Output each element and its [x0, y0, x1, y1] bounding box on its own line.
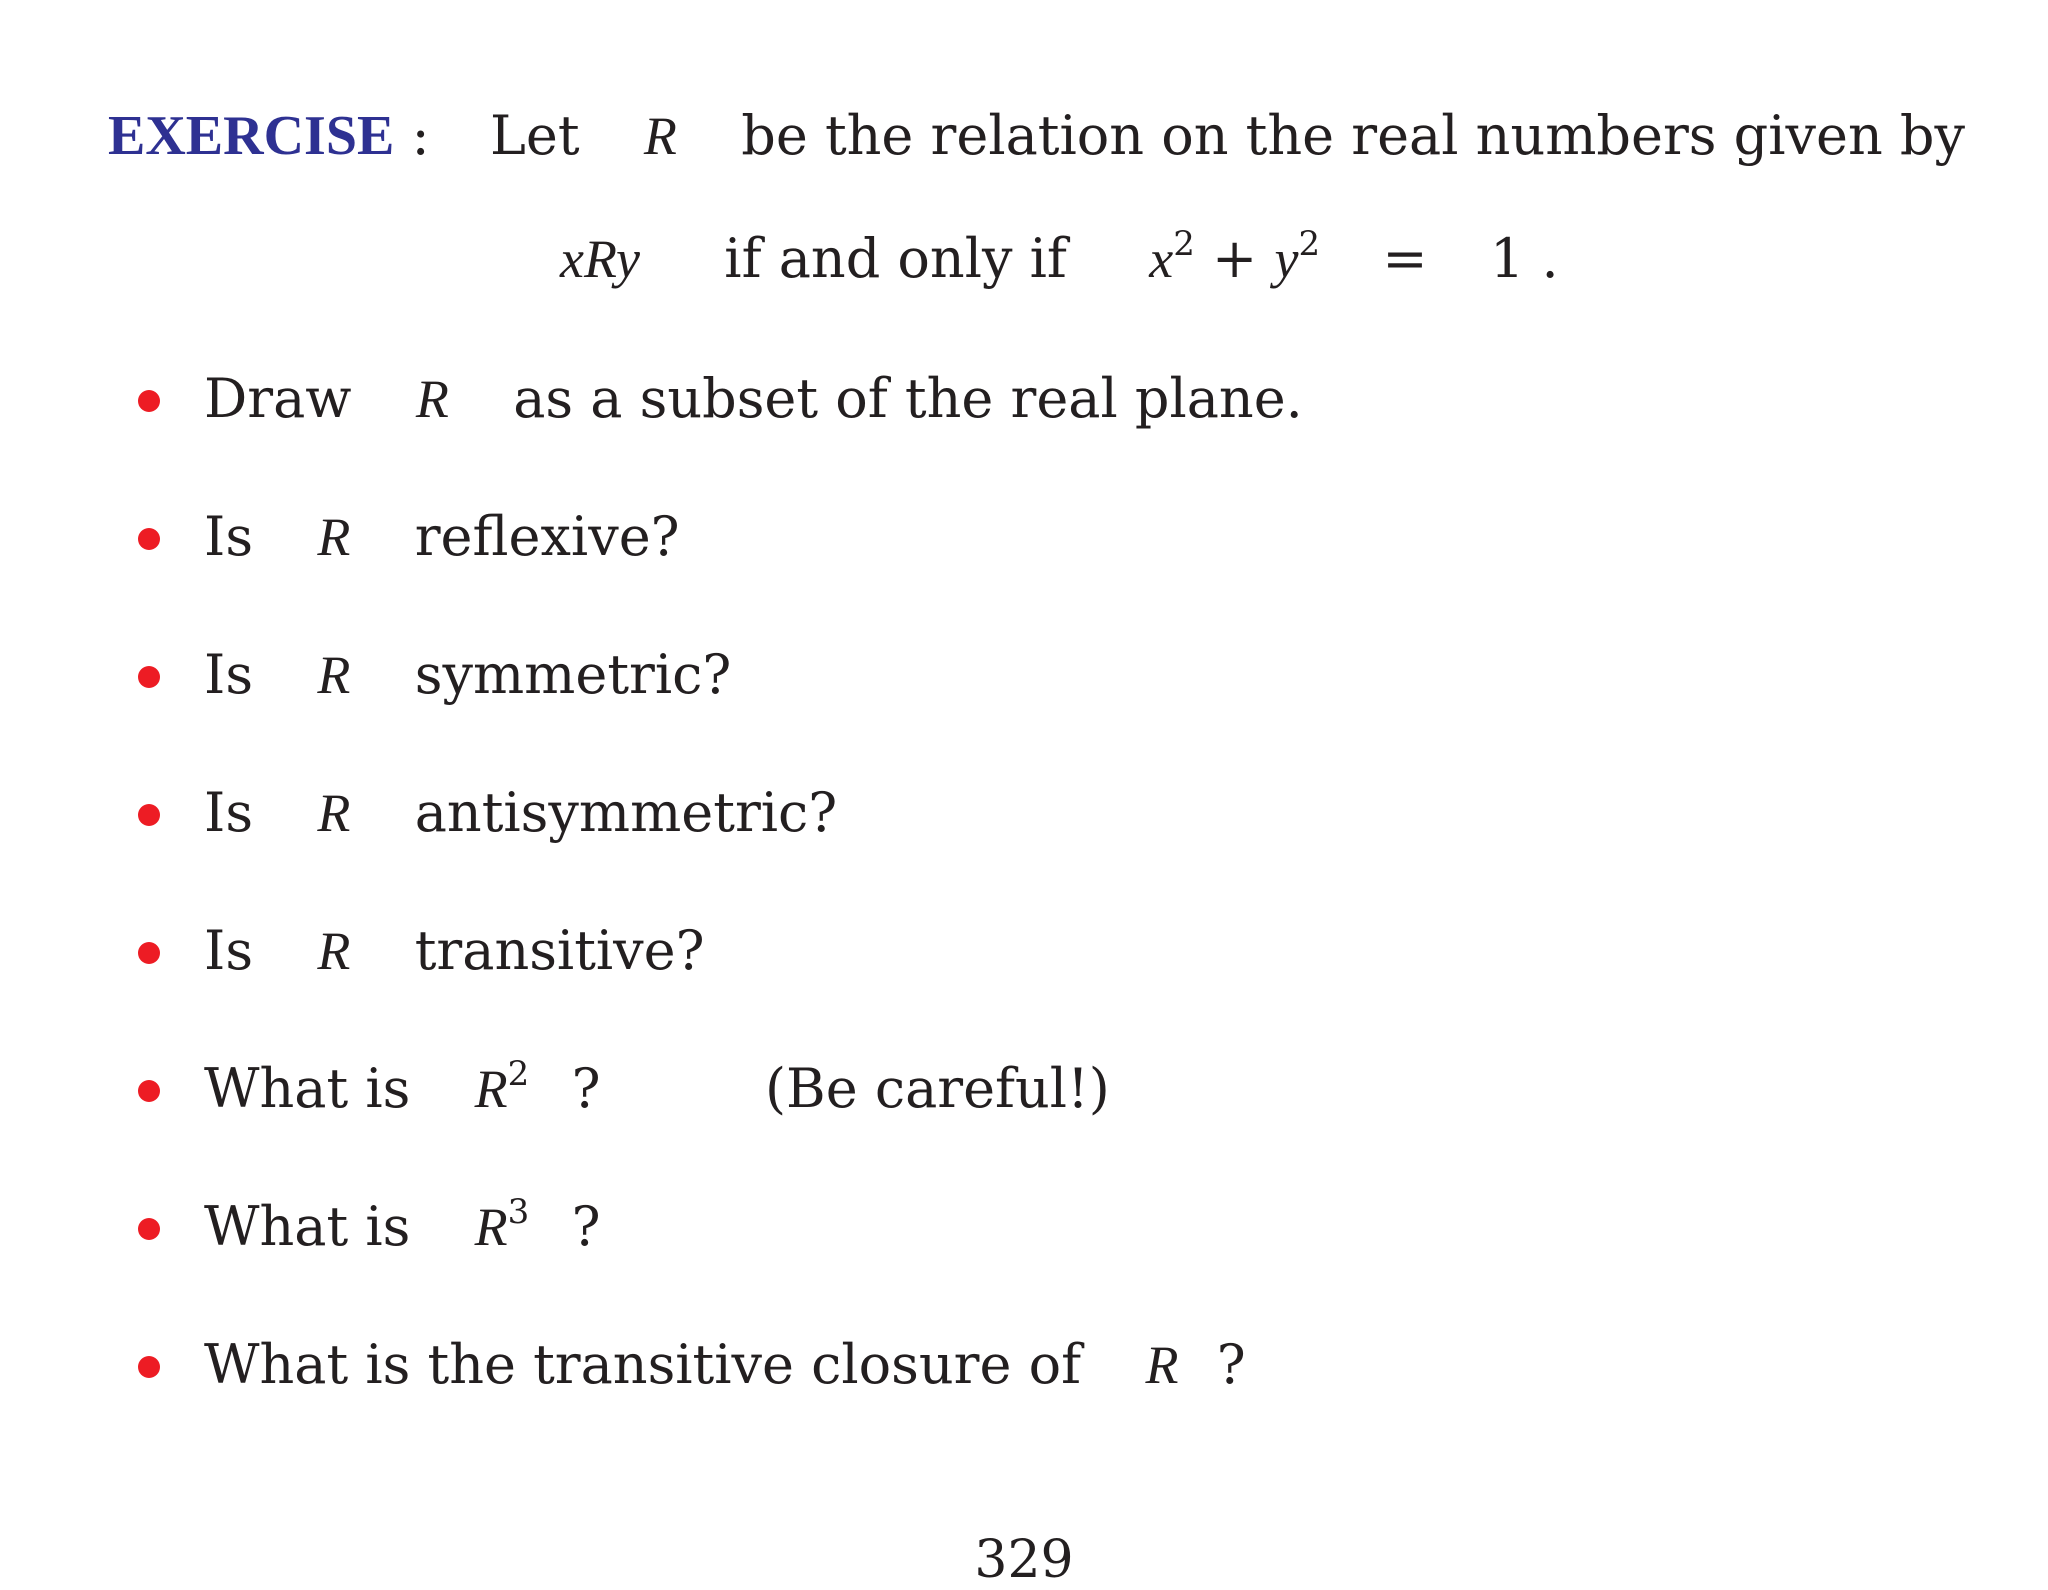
bullet-post: symmetric? [414, 643, 732, 706]
definition-plus: + [1212, 227, 1258, 290]
bullet-var: R [317, 921, 351, 981]
definition-rhs: 1 . [1490, 227, 1559, 290]
bullet-pre: Draw [204, 367, 352, 430]
bullet-dot [138, 1356, 160, 1378]
definition-x: x [1149, 229, 1174, 289]
bullet-dot [138, 1218, 160, 1240]
exercise-heading [108, 104, 1965, 167]
bullet-dot [138, 804, 160, 826]
bullet-pre: What is the transitive closure of [204, 1333, 1082, 1396]
bullet-var: R [1145, 1335, 1179, 1395]
page-number: 329 [974, 1530, 1074, 1590]
bullet-post: reflexive? [414, 505, 680, 568]
exercise-label: EXERCISE [108, 105, 395, 167]
bullet-dot [138, 390, 160, 412]
heading-text-a: Let [490, 104, 580, 167]
bullet-post: transitive? [414, 919, 705, 982]
bullet-post: antisymmetric? [414, 781, 838, 844]
bullet-var: R [317, 645, 351, 705]
heading-colon: : [411, 104, 430, 167]
definition-equals: = [1382, 227, 1428, 290]
definition-exp-x: 2 [1173, 224, 1195, 264]
bullet-var: R [317, 507, 351, 567]
bullet-exp: 3 [507, 1192, 530, 1232]
bullet-exp: 2 [507, 1054, 530, 1094]
bullet-pre: Is [204, 505, 254, 568]
bullet-pre: Is [204, 781, 254, 844]
bullet-post: as a subset of the real plane. [513, 367, 1303, 430]
bullet-dot [138, 528, 160, 550]
relation-definition [560, 224, 1559, 290]
bullet-var: R [474, 1197, 508, 1257]
bullet-dot [138, 666, 160, 688]
bullet-note: (Be careful!) [764, 1057, 1110, 1120]
definition-lhs: xRy [560, 229, 640, 289]
definition-y: y [1274, 229, 1299, 289]
bullet-pre: What is [204, 1057, 411, 1120]
bullet-var: R [317, 783, 351, 843]
bullet-pre: What is [204, 1195, 411, 1258]
heading-text-b: be the relation on the real numbers given by [741, 104, 1965, 167]
definition-exp-y: 2 [1298, 224, 1321, 264]
bullet-post: ? [1216, 1333, 1246, 1396]
bullet-var: R [474, 1059, 508, 1119]
bullet-pre: Is [204, 919, 254, 982]
heading-var-r: R [643, 106, 677, 166]
bullet-dot [138, 1080, 160, 1102]
bullet-post: ? [571, 1195, 601, 1258]
bullet-dot [138, 942, 160, 964]
definition-connective: if and only if [724, 227, 1067, 290]
bullet-post: ? [571, 1057, 601, 1120]
bullet-pre: Is [204, 643, 254, 706]
bullet-var: R [415, 369, 449, 429]
